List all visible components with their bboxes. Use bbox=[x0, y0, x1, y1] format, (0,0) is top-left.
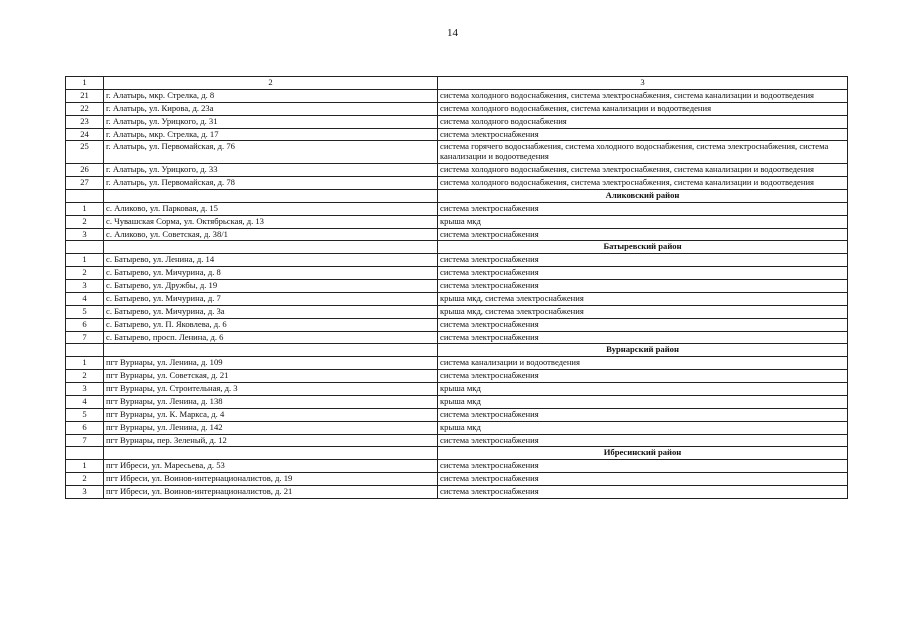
row-systems: система электроснабжения bbox=[438, 331, 848, 344]
row-systems: система электроснабжения bbox=[438, 318, 848, 331]
row-address: г. Алатырь, ул. Кирова, д. 23а bbox=[104, 102, 438, 115]
table-row bbox=[66, 115, 848, 128]
table-row bbox=[66, 202, 848, 215]
row-systems: система электроснабжения bbox=[438, 280, 848, 293]
row-address: с. Батырево, ул. Ленина, д. 14 bbox=[104, 254, 438, 267]
row-systems: система электроснабжения bbox=[438, 460, 848, 473]
row-systems: система холодного водоснабжения, система электроснабжения, система канализации и водоотведения bbox=[438, 164, 848, 177]
table-row bbox=[66, 408, 848, 421]
row-number: 1 bbox=[66, 202, 104, 215]
row-address: пгт Ибреси, ул. Маресьева, д. 53 bbox=[104, 460, 438, 473]
table-row bbox=[66, 267, 848, 280]
table-row bbox=[66, 383, 848, 396]
row-systems: крыша мкд bbox=[438, 383, 848, 396]
district-title: Вурнарский район bbox=[438, 344, 848, 357]
row-address: с. Батырево, ул. Мичурина, д. 8 bbox=[104, 267, 438, 280]
row-number: 3 bbox=[66, 383, 104, 396]
row-number: 22 bbox=[66, 102, 104, 115]
row-number: 1 bbox=[66, 357, 104, 370]
district-section-row bbox=[66, 447, 848, 460]
row-address: г. Алатырь, ул. Первомайская, д. 76 bbox=[104, 141, 438, 164]
row-systems: система электроснабжения bbox=[438, 202, 848, 215]
row-address: г. Алатырь, мкр. Стрелка, д. 17 bbox=[104, 128, 438, 141]
district-section-row bbox=[66, 241, 848, 254]
section-blank-cell bbox=[66, 447, 104, 460]
row-address: с. Батырево, ул. Дружбы, д. 19 bbox=[104, 280, 438, 293]
row-number: 7 bbox=[66, 434, 104, 447]
row-address: с. Батырево, ул. Мичурина, д. 3а bbox=[104, 305, 438, 318]
section-blank-cell bbox=[104, 189, 438, 202]
row-address: г. Алатырь, ул. Урицкого, д. 33 bbox=[104, 164, 438, 177]
table-row bbox=[66, 434, 848, 447]
row-systems: крыша мкд bbox=[438, 421, 848, 434]
section-blank-cell bbox=[66, 189, 104, 202]
table-row bbox=[66, 280, 848, 293]
row-number: 4 bbox=[66, 292, 104, 305]
row-systems: система холодного водоснабжения, система электроснабжения, система канализации и водоотведения bbox=[438, 177, 848, 190]
row-systems: система электроснабжения bbox=[438, 473, 848, 486]
section-blank-cell bbox=[104, 447, 438, 460]
row-systems: система канализации и водоотведения bbox=[438, 357, 848, 370]
row-address: с. Чувашская Сорма, ул. Октябрьская, д. 13 bbox=[104, 215, 438, 228]
row-number: 3 bbox=[66, 486, 104, 499]
table-body bbox=[66, 77, 848, 499]
table-row bbox=[66, 89, 848, 102]
row-number: 23 bbox=[66, 115, 104, 128]
row-address: пгт Вурнары, ул. Ленина, д. 109 bbox=[104, 357, 438, 370]
row-number: 25 bbox=[66, 141, 104, 164]
column-header-number: 1 bbox=[66, 77, 104, 90]
section-blank-cell bbox=[104, 241, 438, 254]
row-systems: система электроснабжения bbox=[438, 434, 848, 447]
table-row bbox=[66, 177, 848, 190]
table-header-row bbox=[66, 77, 848, 90]
row-address: с. Батырево, просп. Ленина, д. 6 bbox=[104, 331, 438, 344]
row-address: пгт Вурнары, ул. Ленина, д. 142 bbox=[104, 421, 438, 434]
section-blank-cell bbox=[66, 241, 104, 254]
row-address: пгт Вурнары, ул. Ленина, д. 138 bbox=[104, 395, 438, 408]
row-systems: система электроснабжения bbox=[438, 370, 848, 383]
district-section-row bbox=[66, 344, 848, 357]
table-row bbox=[66, 421, 848, 434]
district-title: Батыревский район bbox=[438, 241, 848, 254]
row-address: с. Батырево, ул. П. Яковлева, д. 6 bbox=[104, 318, 438, 331]
row-systems: система электроснабжения bbox=[438, 128, 848, 141]
table-row bbox=[66, 254, 848, 267]
row-address: с. Аликово, ул. Парковая, д. 15 bbox=[104, 202, 438, 215]
section-blank-cell bbox=[104, 344, 438, 357]
row-number: 3 bbox=[66, 228, 104, 241]
row-address: г. Алатырь, мкр. Стрелка, д. 8 bbox=[104, 89, 438, 102]
row-address: г. Алатырь, ул. Урицкого, д. 31 bbox=[104, 115, 438, 128]
row-number: 27 bbox=[66, 177, 104, 190]
row-number: 6 bbox=[66, 421, 104, 434]
row-number: 2 bbox=[66, 267, 104, 280]
row-systems: крыша мкд bbox=[438, 395, 848, 408]
row-number: 26 bbox=[66, 164, 104, 177]
row-systems: система электроснабжения bbox=[438, 228, 848, 241]
row-systems: система горячего водоснабжения, система холодного водоснабжения, система электроснабжения, система канализации и водоотведения bbox=[438, 141, 848, 164]
row-address: г. Алатырь, ул. Первомайская, д. 78 bbox=[104, 177, 438, 190]
table-row bbox=[66, 228, 848, 241]
row-systems: система электроснабжения bbox=[438, 254, 848, 267]
row-number: 2 bbox=[66, 215, 104, 228]
district-title: Ибресинский район bbox=[438, 447, 848, 460]
row-number: 5 bbox=[66, 408, 104, 421]
page-number: 14 bbox=[447, 27, 458, 39]
row-systems: крыша мкд, система электроснабжения bbox=[438, 292, 848, 305]
row-number: 6 bbox=[66, 318, 104, 331]
row-systems: система холодного водоснабжения, система канализации и водоотведения bbox=[438, 102, 848, 115]
table-row bbox=[66, 305, 848, 318]
table-row bbox=[66, 318, 848, 331]
row-systems: система холодного водоснабжения bbox=[438, 115, 848, 128]
table-row bbox=[66, 486, 848, 499]
row-number: 21 bbox=[66, 89, 104, 102]
table-row bbox=[66, 164, 848, 177]
row-systems: система электроснабжения bbox=[438, 267, 848, 280]
row-systems: система электроснабжения bbox=[438, 408, 848, 421]
row-systems: крыша мкд, система электроснабжения bbox=[438, 305, 848, 318]
row-address: пгт Ибреси, ул. Воинов-интернационалистов, д. 19 bbox=[104, 473, 438, 486]
district-title: Аликовский район bbox=[438, 189, 848, 202]
table-row bbox=[66, 357, 848, 370]
row-systems: система холодного водоснабжения, система электроснабжения, система канализации и водоотведения bbox=[438, 89, 848, 102]
table-row bbox=[66, 102, 848, 115]
row-number: 2 bbox=[66, 370, 104, 383]
row-address: с. Батырево, ул. Мичурина, д. 7 bbox=[104, 292, 438, 305]
table-row bbox=[66, 128, 848, 141]
row-number: 24 bbox=[66, 128, 104, 141]
column-header-systems: 3 bbox=[438, 77, 848, 90]
table-row bbox=[66, 473, 848, 486]
table-row bbox=[66, 141, 848, 164]
section-blank-cell bbox=[66, 344, 104, 357]
row-address: пгт Вурнары, ул. Советская, д. 21 bbox=[104, 370, 438, 383]
table-row bbox=[66, 395, 848, 408]
row-systems: система электроснабжения bbox=[438, 486, 848, 499]
row-address: пгт Вурнары, ул. К. Маркса, д. 4 bbox=[104, 408, 438, 421]
table-row bbox=[66, 292, 848, 305]
column-header-address: 2 bbox=[104, 77, 438, 90]
district-section-row bbox=[66, 189, 848, 202]
row-number: 4 bbox=[66, 395, 104, 408]
table-row bbox=[66, 215, 848, 228]
row-number: 7 bbox=[66, 331, 104, 344]
row-systems: крыша мкд bbox=[438, 215, 848, 228]
row-number: 2 bbox=[66, 473, 104, 486]
objects-table bbox=[65, 76, 848, 499]
row-address: пгт Вурнары, пер. Зеленый, д. 12 bbox=[104, 434, 438, 447]
table-row bbox=[66, 331, 848, 344]
row-number: 5 bbox=[66, 305, 104, 318]
row-address: пгт Вурнары, ул. Строительная, д. 3 bbox=[104, 383, 438, 396]
row-address: пгт Ибреси, ул. Воинов-интернационалистов, д. 21 bbox=[104, 486, 438, 499]
table-row bbox=[66, 460, 848, 473]
row-number: 1 bbox=[66, 254, 104, 267]
table-row bbox=[66, 370, 848, 383]
row-number: 3 bbox=[66, 280, 104, 293]
row-address: с. Аликово, ул. Советская, д. 38/1 bbox=[104, 228, 438, 241]
row-number: 1 bbox=[66, 460, 104, 473]
